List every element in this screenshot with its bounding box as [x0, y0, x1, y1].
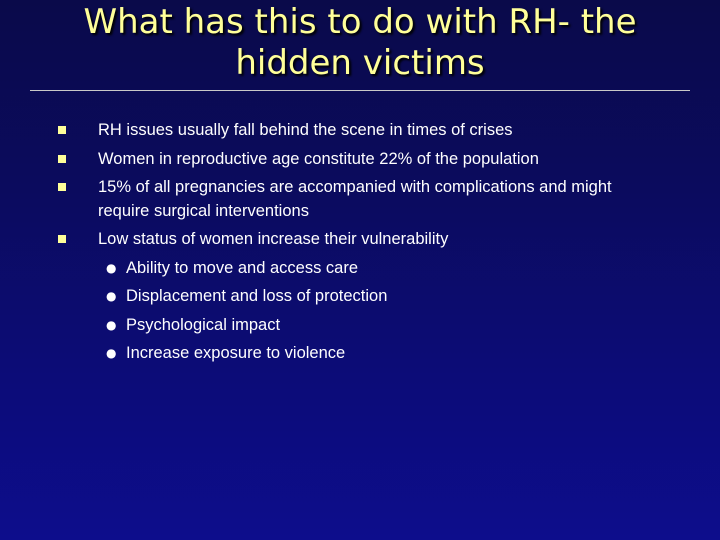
square-bullet-icon	[58, 235, 66, 243]
title-divider	[30, 90, 690, 91]
bullet-text: Women in reproductive age constitute 22% of the population	[98, 149, 539, 168]
slide-title: What has this to do with RH- the hidden victims	[83, 2, 637, 83]
dot-bullet-icon: ●	[106, 346, 117, 360]
bullet-item	[58, 116, 658, 145]
sub-bullet-item	[58, 339, 658, 368]
dot-bullet-icon: ●	[106, 317, 117, 332]
square-bullet-icon	[58, 183, 66, 191]
bullet-text: 15% of all pregnancies are accompanied with complications and might require surgical interventions	[98, 178, 612, 220]
sub-bullet-item	[58, 254, 658, 283]
sub-bullet-item	[58, 311, 658, 340]
dot-bullet-icon: ●	[106, 260, 117, 275]
bullet-text: Low status of women increase their vulnerability	[98, 230, 449, 248]
sub-bullet-text: Displacement and loss of protection	[126, 287, 388, 305]
bullet-item	[58, 225, 658, 254]
sub-bullet-text: Psychological impact	[126, 315, 281, 334]
sub-bullet-group	[58, 254, 658, 368]
bullet-text: RH issues usually fall behind the scene in times of crises	[98, 121, 513, 139]
sub-bullet-text: Ability to move and access care	[126, 258, 359, 277]
sub-bullet-text: Increase exposure to violence	[126, 344, 346, 362]
bullet-item	[58, 173, 658, 225]
sub-bullet-list	[58, 254, 658, 368]
square-bullet-icon	[58, 126, 66, 134]
bullet-list	[58, 116, 658, 368]
sub-bullet-item	[58, 282, 658, 311]
square-bullet-icon	[58, 155, 66, 163]
dot-bullet-icon: ●	[106, 289, 117, 303]
bullet-item	[58, 145, 658, 174]
